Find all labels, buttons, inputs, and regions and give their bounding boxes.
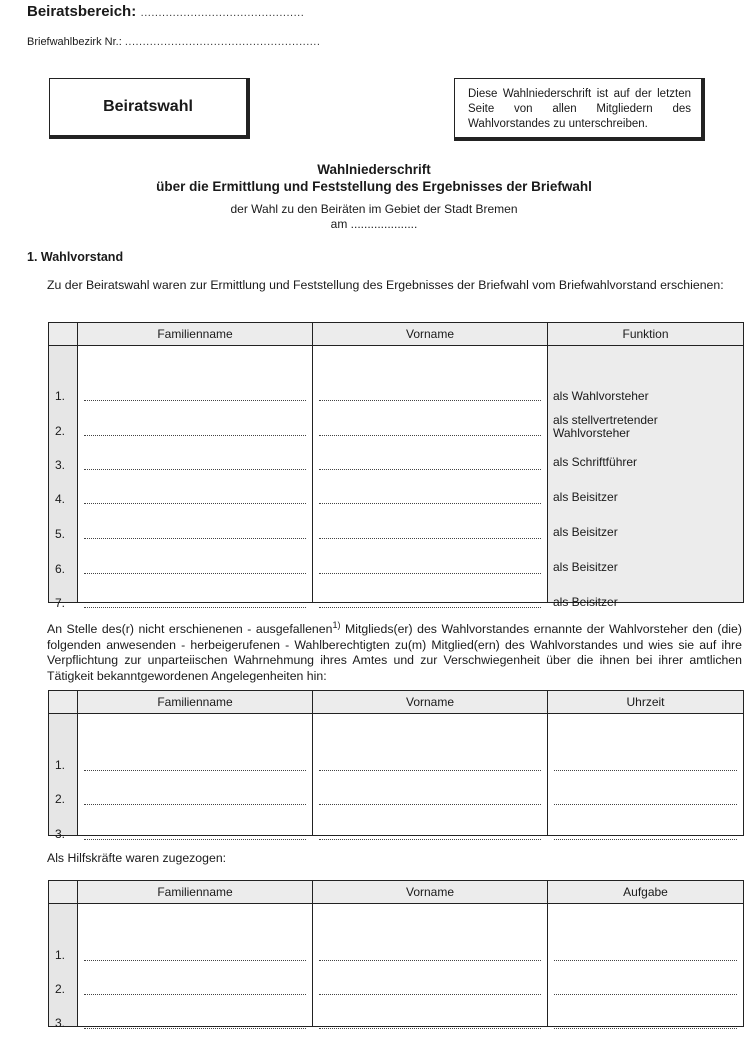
familienname-field[interactable] bbox=[84, 503, 306, 504]
funktion-text: als Beisitzer bbox=[553, 595, 618, 609]
uhrzeit-field[interactable] bbox=[554, 804, 737, 805]
num-column bbox=[49, 346, 78, 610]
aufgabe-field[interactable] bbox=[554, 960, 737, 961]
header-vorname: Vorname bbox=[313, 691, 548, 714]
familienname-field[interactable] bbox=[84, 400, 306, 401]
funktion-text: als Beisitzer bbox=[553, 490, 618, 504]
footnote-marker: 1) bbox=[332, 620, 341, 630]
vorname-column bbox=[313, 346, 548, 603]
row-number: 3. bbox=[55, 458, 66, 472]
vorname-column bbox=[313, 714, 548, 836]
vorname-field[interactable] bbox=[319, 573, 541, 574]
vorname-field[interactable] bbox=[319, 960, 541, 961]
header-funktion: Funktion bbox=[548, 323, 744, 346]
familienname-field[interactable] bbox=[84, 435, 306, 436]
funktion-text: als Schriftführer bbox=[553, 455, 638, 469]
beiratsbereich-field[interactable]: .............................................. bbox=[140, 7, 305, 19]
replacement-members-table bbox=[48, 690, 744, 841]
section-heading-wahlvorstand: 1. Wahlvorstand bbox=[27, 250, 124, 264]
header-familienname: Familienname bbox=[78, 691, 313, 714]
header-beiratsbereich bbox=[27, 3, 304, 21]
briefwahlbezirk-label: Briefwahlbezirk Nr.: bbox=[27, 36, 122, 48]
header-familienname: Familienname bbox=[78, 323, 313, 346]
familienname-column bbox=[78, 714, 313, 836]
row-number: 4. bbox=[55, 492, 66, 506]
header-briefwahlbezirk bbox=[27, 36, 320, 48]
header-vorname: Vorname bbox=[313, 323, 548, 346]
election-type-box: Beiratswahl bbox=[49, 78, 250, 139]
header-uhrzeit: Uhrzeit bbox=[548, 691, 744, 714]
uhrzeit-field[interactable] bbox=[554, 770, 737, 771]
briefwahlbezirk-field[interactable]: ....................................................... bbox=[124, 36, 321, 48]
aufgabe-column bbox=[548, 904, 744, 1027]
familienname-field[interactable] bbox=[84, 960, 306, 961]
row-number: 2. bbox=[55, 792, 66, 806]
familienname-field[interactable] bbox=[84, 538, 306, 539]
funktion-text: als stellvertretender Wahlvorsteher bbox=[553, 413, 658, 440]
row-number: 7. bbox=[55, 596, 66, 610]
replacement-paragraph bbox=[47, 618, 742, 684]
num-column bbox=[49, 904, 78, 1030]
uhrzeit-column bbox=[548, 714, 744, 836]
row-number: 1. bbox=[55, 758, 66, 772]
row-number: 2. bbox=[55, 424, 66, 438]
familienname-field[interactable] bbox=[84, 469, 306, 470]
header-aufgabe: Aufgabe bbox=[548, 881, 744, 904]
document-scope: der Wahl zu den Beiräten im Gebiet der Stadt Bremen bbox=[230, 202, 518, 216]
familienname-field[interactable] bbox=[84, 607, 306, 608]
header-num bbox=[49, 881, 78, 904]
replacement-text-part1: An Stelle des(r) nicht erschienenen - ausgefallenen bbox=[47, 622, 333, 637]
signature-note-box: Diese Wahlniederschrift ist auf der letzten Seite von allen Mitgliedern des Wahlvorstandes zu unterschreiben. bbox=[454, 78, 705, 141]
vorname-column bbox=[313, 904, 548, 1027]
uhrzeit-field[interactable] bbox=[554, 839, 737, 840]
vorname-field[interactable] bbox=[319, 607, 541, 608]
row-number: 6. bbox=[55, 562, 66, 576]
vorname-field[interactable] bbox=[319, 503, 541, 504]
vorname-field[interactable] bbox=[319, 994, 541, 995]
header-num bbox=[49, 323, 78, 346]
helpers-table bbox=[48, 880, 744, 1030]
document-date[interactable]: am .................... bbox=[330, 217, 418, 231]
vorname-field[interactable] bbox=[319, 1028, 541, 1029]
aufgabe-field[interactable] bbox=[554, 994, 737, 995]
row-number: 1. bbox=[55, 389, 66, 403]
vorname-field[interactable] bbox=[319, 469, 541, 470]
familienname-field[interactable] bbox=[84, 573, 306, 574]
document-title: Wahlniederschrift bbox=[317, 162, 431, 177]
section-intro: Zu der Beiratswahl waren zur Ermittlung und Feststellung des Ergebnisses der Briefwahl vom Briefwahlvorstand erschienen: bbox=[47, 278, 724, 292]
row-number: 5. bbox=[55, 527, 66, 541]
familienname-field[interactable] bbox=[84, 994, 306, 995]
familienname-field[interactable] bbox=[84, 770, 306, 771]
row-number: 3. bbox=[55, 1016, 66, 1030]
familienname-column bbox=[78, 904, 313, 1027]
helpers-label: Als Hilfskräfte waren zugezogen: bbox=[47, 851, 227, 865]
vorname-field[interactable] bbox=[319, 770, 541, 771]
vorname-field[interactable] bbox=[319, 400, 541, 401]
familienname-column bbox=[78, 346, 313, 603]
row-number: 1. bbox=[55, 948, 66, 962]
wahlvorstand-table bbox=[48, 322, 744, 610]
header-vorname: Vorname bbox=[313, 881, 548, 904]
document-subtitle: über die Ermittlung und Feststellung des Ergebnisses der Briefwahl bbox=[156, 179, 592, 194]
familienname-field[interactable] bbox=[84, 839, 306, 840]
num-column bbox=[49, 714, 78, 841]
row-number: 2. bbox=[55, 982, 66, 996]
replacement-text-part2: Mitglieds(er) des Wahlvorstandes ernannte der Wahlvorsteher den (die) folgenden anwesenden - herbeigerufenen - Wahlberechtigten zu(m) Mitglied(ern) des Wahlvorstandes und wies sie auf ihre Verpflichtung zur unparteiischen Wahrnehmung ihres Amtes und zur Verschwiegenheit über die ihnen bei ihrer amtlichen Tätigkeit bekanntgewordenen Angelegenheiten hin: bbox=[47, 622, 742, 683]
header-familienname: Familienname bbox=[78, 881, 313, 904]
vorname-field[interactable] bbox=[319, 435, 541, 436]
familienname-field[interactable] bbox=[84, 804, 306, 805]
vorname-field[interactable] bbox=[319, 839, 541, 840]
vorname-field[interactable] bbox=[319, 538, 541, 539]
aufgabe-field[interactable] bbox=[554, 1028, 737, 1029]
funktion-text: als Wahlvorsteher bbox=[553, 389, 649, 403]
row-number: 3. bbox=[55, 827, 66, 841]
beiratsbereich-label: Beiratsbereich: bbox=[27, 3, 137, 20]
funktion-column bbox=[548, 346, 744, 609]
familienname-field[interactable] bbox=[84, 1028, 306, 1029]
funktion-text: als Beisitzer bbox=[553, 525, 618, 539]
vorname-field[interactable] bbox=[319, 804, 541, 805]
funktion-text: als Beisitzer bbox=[553, 560, 618, 574]
header-num bbox=[49, 691, 78, 714]
